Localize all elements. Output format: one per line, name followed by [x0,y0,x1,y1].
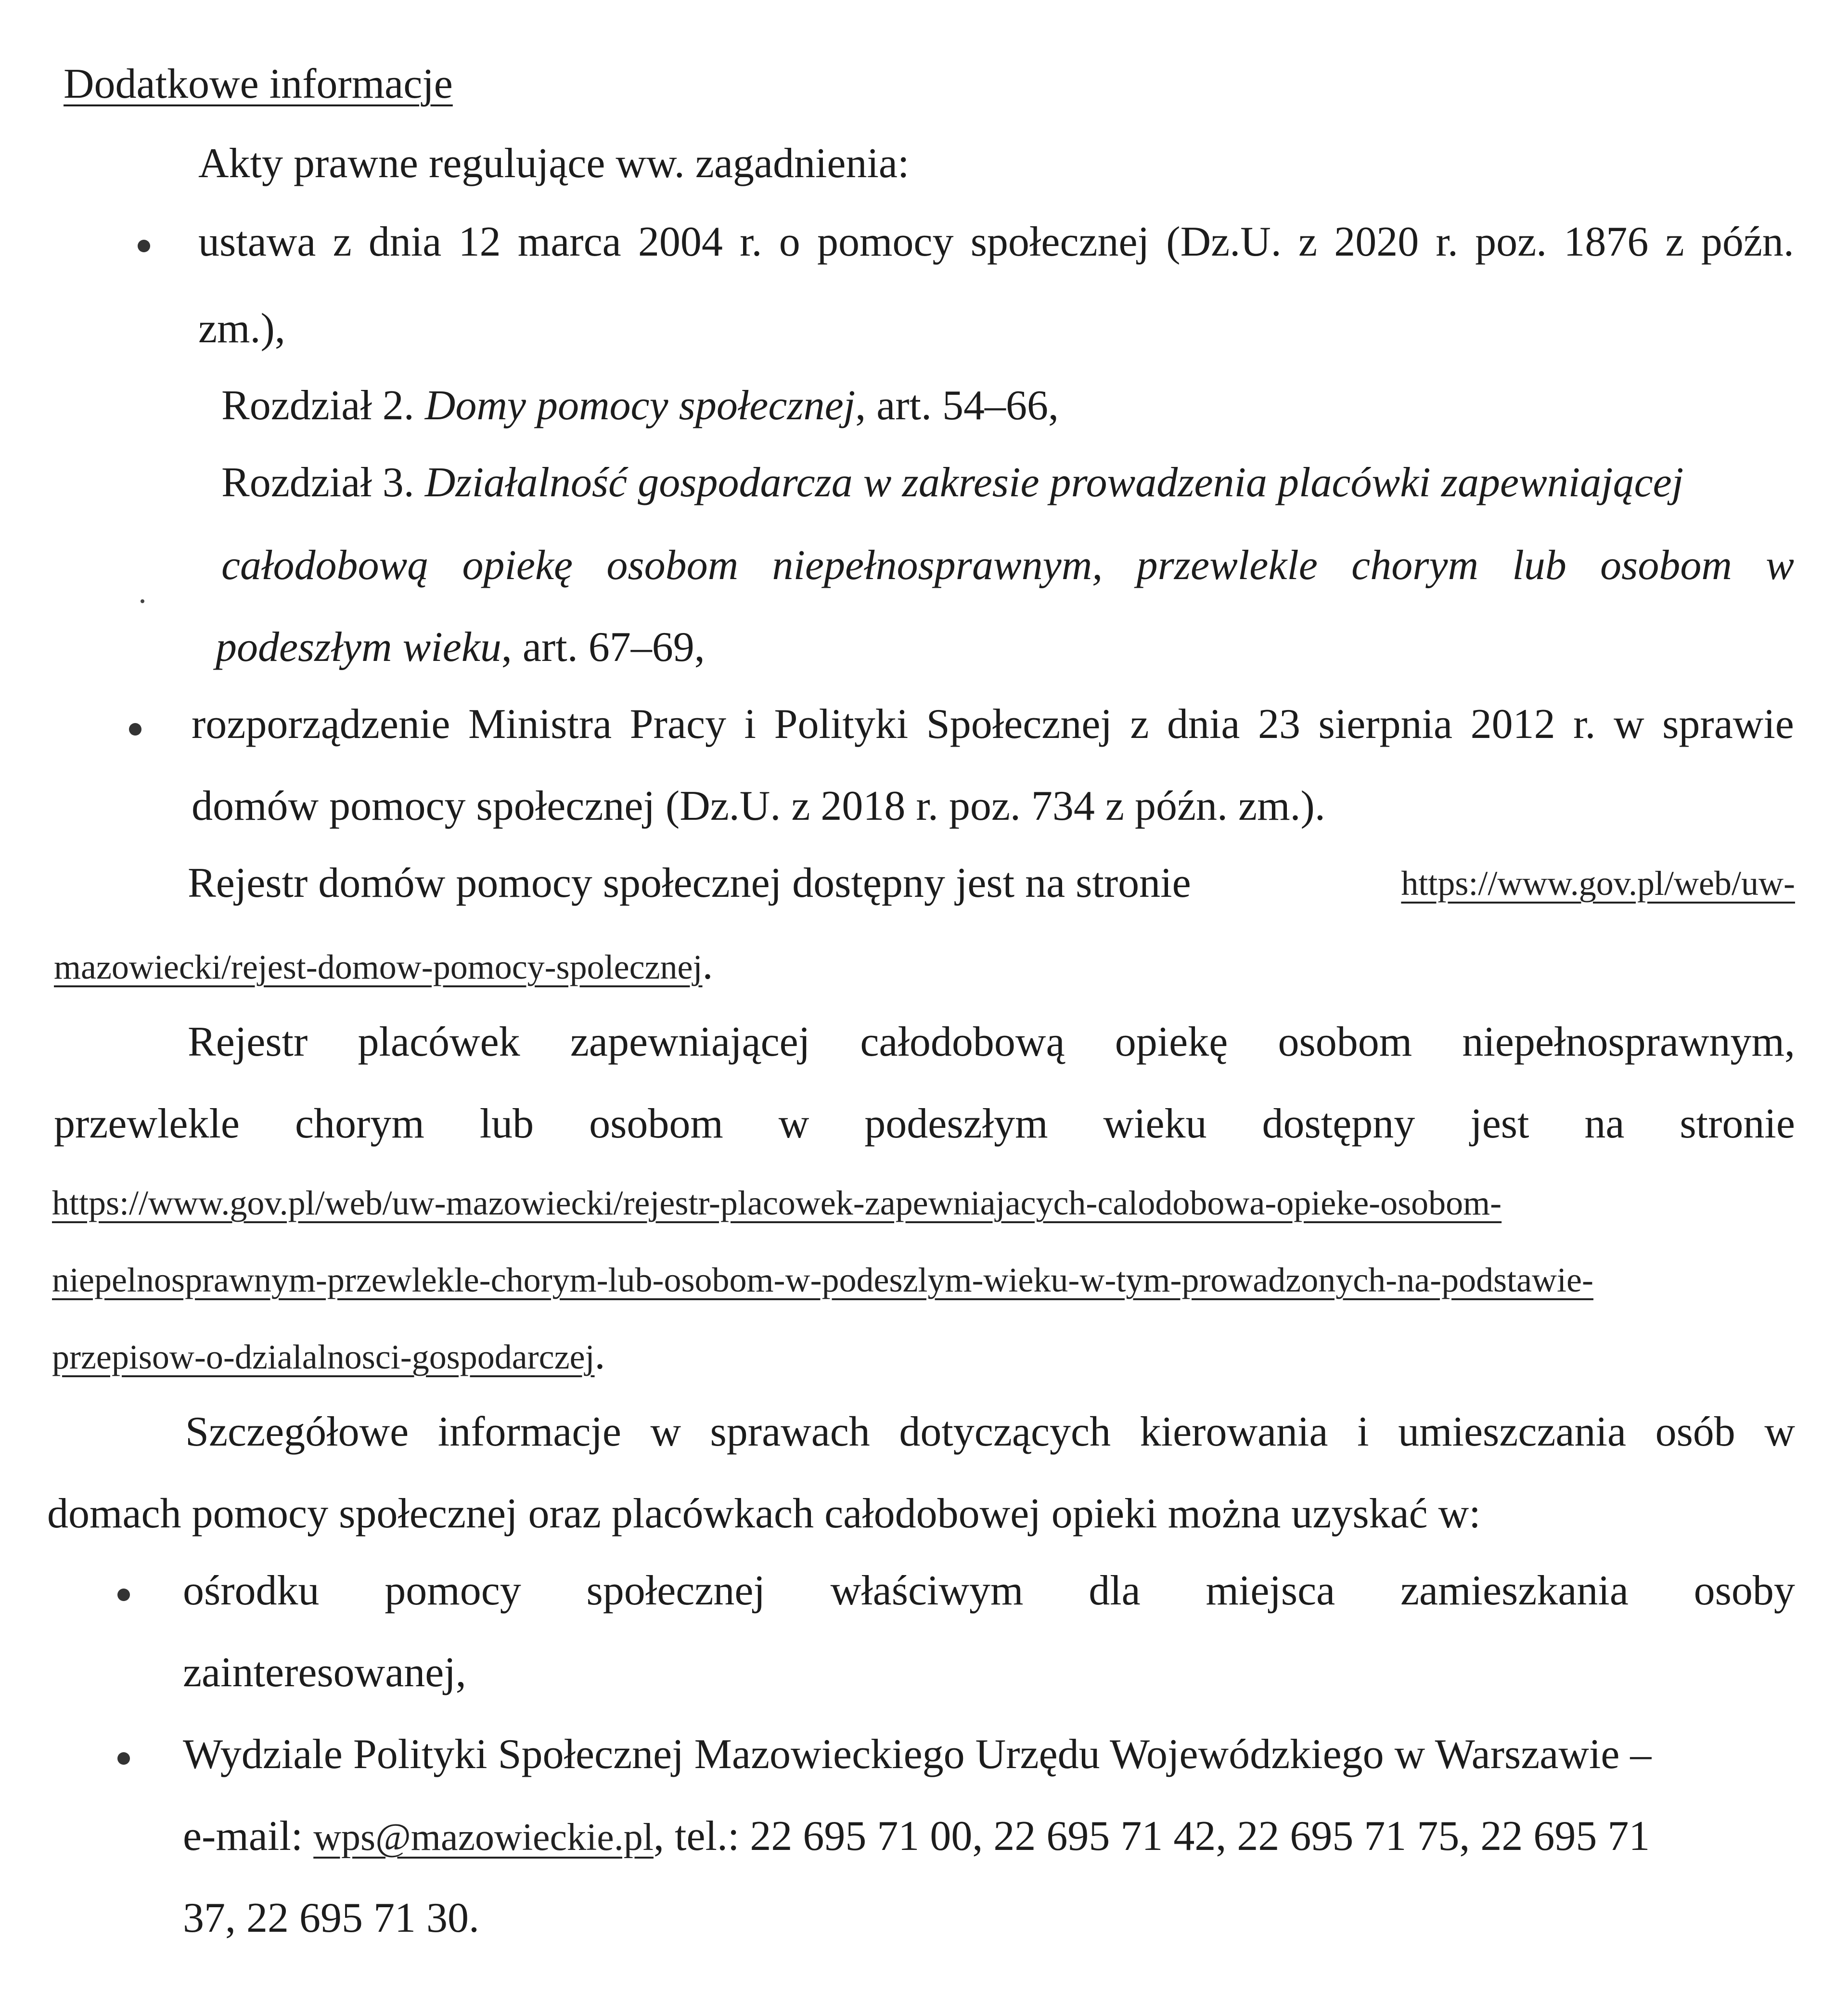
law2-line1-text-word: z [1130,701,1149,748]
details-line1 [185,1406,1795,1459]
law2-line1 [192,698,1794,751]
details-text1-word: osób [1655,1409,1735,1455]
contact1-text1-word: ośrodku [183,1567,320,1614]
chapter3-label: Rozdział 3. [221,459,414,506]
law2-line1-text-word: Polityki [774,701,909,748]
contact1-text1-word: społecznej [586,1567,765,1614]
chapter3-title-part3: podeszłym wieku [216,624,501,671]
registry-facilities-line1 [188,1016,1795,1069]
registry-facilities-text1-word: zapewniającej [570,1019,810,1065]
registry-facilities-text2-word: jest [1470,1100,1529,1147]
law1-line1-text-word: ustawa [198,219,316,265]
chapter2-tail: , art. 54–66, [855,382,1059,429]
law1-line1 [198,216,1794,269]
law2-line1-text-word: sierpnia [1318,701,1453,748]
contact1-line1 [183,1564,1795,1617]
law1-line1-text-word: dnia [368,219,442,265]
chapter3-title-part2-word: lub [1512,542,1566,589]
law2-line1-text-word: i [744,701,756,748]
details-text1-word: i [1357,1409,1369,1455]
law1-line1-text-word: z [1298,219,1318,265]
chapter3-title-part2-word: opiekę [462,542,573,589]
chapter3-title-part2-word: osobom [606,542,739,589]
chapter3-line2 [221,539,1794,592]
law1-line1-text-word: z [1665,219,1684,265]
law2-line1-text-word: Pracy [629,701,727,748]
registry-dps-end: . [702,942,713,988]
bullet-dot [117,1589,130,1601]
law1-line1-text-word: o [779,219,800,265]
law1-line1-text-word: 1876 [1564,219,1649,265]
law1-line1-text-word: poz. [1475,219,1547,265]
contact1-line2: zainteresowanej, [183,1649,466,1696]
chapter2-label: Rozdział 2. [221,382,414,429]
chapter3-tail: , art. 67–69, [501,624,705,671]
law1-line1-text-word: r. [1436,219,1458,265]
details-text1-word: kierowania [1140,1409,1328,1455]
registry-facilities-text1-word: opiekę [1115,1019,1228,1065]
registry-facilities-text1-word: całodobową [860,1019,1065,1065]
law2-line1-text-word: Ministra [468,701,612,748]
scan-speck [141,599,144,603]
details-text1-word: sprawach [710,1409,870,1455]
registry-facilities-text2-word: lub [479,1100,534,1147]
registry-facilities-text2-word: osobom [589,1100,723,1147]
bullet-dot [138,240,150,252]
email-label: e-mail: [183,1813,303,1860]
registry-facilities-text2-word: dostępny [1262,1100,1415,1147]
registry-facilities-url2 [52,1252,1593,1306]
details-line2: domach pomocy społecznej oraz placówkach całodobowej opieki można uzyskać w: [47,1490,1481,1537]
registry-facilities-link-part2[interactable]: niepelnosprawnym-przewlekle-chorym-lub-osobom-w-podeszlym-wieku-w-tym-prowadzonych-na-podstawie- [52,1261,1593,1299]
contact2-line1: Wydziale Polityki Społecznej Mazowieckiego Urzędu Wojewódzkiego w Warszawie – [183,1731,1652,1778]
law2-line1-text-word: 23 [1258,701,1300,748]
law2-line1-text-word: sprawie [1662,701,1794,748]
registry-facilities-text2-word: na [1584,1100,1625,1147]
contact1-text1-word: dla [1089,1567,1141,1614]
registry-facilities-text2-word: stronie [1680,1100,1795,1147]
law1-line2: zm.), [198,305,285,352]
details-text1-word: dotyczących [899,1409,1111,1455]
registry-dps-text: Rejestr domów pomocy społecznej dostępny jest na stronie [188,860,1191,906]
registry-facilities-url3 [52,1329,605,1383]
details-text1-word: w [1764,1409,1795,1455]
contact1-text1-word: osoby [1694,1567,1795,1614]
law1-line1-text-word: r. [740,219,762,265]
registry-facilities-text1-word: placówek [358,1019,520,1065]
law1-line1-text-word: 2020 [1334,219,1419,265]
details-text1-word: Szczegółowe [185,1409,409,1455]
law2-line1-text-word: Społecznej [926,701,1112,748]
registry-dps-link-part2[interactable]: mazowiecki/rejest-domow-pomocy-spolecznej [54,948,703,986]
chapter3-line3 [216,621,705,674]
law2-line1-text-word: 2012 [1470,701,1555,748]
chapter2-line [221,379,1059,432]
registry-facilities-text2-word: w [778,1100,809,1147]
contact1-text1-word: pomocy [385,1567,521,1614]
chapter2-title: Domy pomocy społecznej [424,382,856,429]
registry-facilities-text2-word: przewlekle [54,1100,240,1147]
email-link[interactable]: wps@mazowieckie.pl [313,1816,654,1859]
chapter3-title-part2-word: osobom [1600,542,1732,589]
law1-line1-text-word: społecznej [970,219,1150,265]
registry-dps-line1 [188,857,1795,910]
chapter3-title-part2-word: niepełnosprawnym, [772,542,1103,589]
registry-facilities-link-part1[interactable]: https://www.gov.pl/web/uw-mazowiecki/rejestr-placowek-zapewniajacych-calodobowa-opieke-osobom- [52,1184,1502,1222]
registry-facilities-end: . [594,1331,605,1378]
law1-line1-text-word: 2004 [638,219,723,265]
registry-dps-line2 [54,939,713,994]
details-text1-word: umieszczania [1398,1409,1627,1455]
contact1-text1-word: właściwym [830,1567,1024,1614]
law1-line1-text-word: pomocy [817,219,954,265]
bullet-dot [117,1752,130,1765]
details-text1-word: informacje [437,1409,621,1455]
contact2-line3: 37, 22 695 71 30. [183,1895,479,1941]
chapter3-title-part2-word: chorym [1351,542,1479,589]
chapter3-title-part2-word: w [1766,542,1794,589]
law2-line1-text-word: dnia [1167,701,1240,748]
chapter3-line1 [221,456,1683,509]
registry-facilities-text1-word: osobom [1278,1019,1412,1065]
law2-line1-text-word: rozporządzenie [192,701,450,748]
registry-facilities-url1 [52,1175,1502,1229]
law1-line1-text-word: marca [517,219,621,265]
bullet-dot [129,723,141,736]
registry-facilities-text2-word: wieku [1103,1100,1207,1147]
registry-facilities-text1-word: niepełnosprawnym, [1462,1019,1795,1065]
law1-line1-text-word: późn. [1701,219,1794,265]
registry-facilities-text2-word: chorym [295,1100,424,1147]
details-text1-word: w [650,1409,681,1455]
section-heading: Dodatkowe informacje [64,61,453,107]
law2-line1-text-word: r. [1573,701,1596,748]
law2-line1-text-word: w [1614,701,1644,748]
registry-facilities-text1-word: Rejestr [188,1019,308,1065]
registry-facilities-text2-word: podeszłym [864,1100,1048,1147]
law2-line2: domów pomocy społecznej (Dz.U. z 2018 r. poz. 734 z późn. zm.). [192,783,1325,829]
law1-line1-text-word: z [333,219,352,265]
law1-line1-text-word: 12 [458,219,501,265]
chapter3-title-part2-word: całodobową [221,542,429,589]
contact2-line2 [183,1810,1650,1864]
intro-text: Akty prawne regulujące ww. zagadnienia: [198,140,910,187]
chapter3-title-part2-word: przewlekle [1136,542,1318,589]
chapter3-title-part1: Działalność gospodarcza w zakresie prowadzenia placówki zapewniającej [424,459,1684,506]
contact1-text1-word: miejsca [1206,1567,1335,1614]
phones-text-a: , tel.: 22 695 71 00, 22 695 71 42, 22 695 71 75, 22 695 71 [654,1813,1650,1860]
law1-line1-text-word: (Dz.U. [1166,219,1282,265]
registry-facilities-link-part3[interactable]: przepisow-o-dzialalnosci-gospodarczej [52,1338,595,1376]
registry-facilities-line2 [54,1098,1795,1150]
registry-dps-link-part1[interactable]: https://www.gov.pl/web/uw- [1401,864,1795,903]
contact1-text1-word: zamieszkania [1400,1567,1629,1614]
